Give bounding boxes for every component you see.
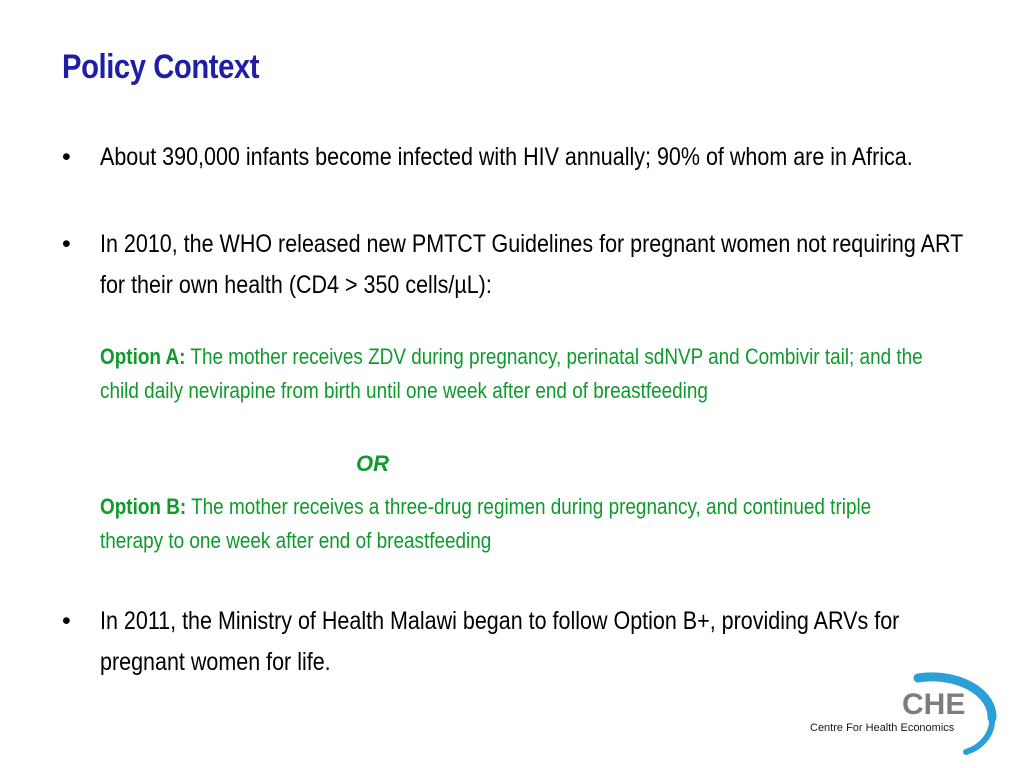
option-b-label: Option B: [100, 494, 187, 519]
che-logo [806, 658, 1006, 758]
option-a-paragraph [100, 340, 926, 408]
logo-name: Centre For Health Economics [810, 722, 955, 734]
option-a-text: The mother receives ZDV during pregnancy, perinatal sdNVP and Combivir tail; and the child daily nevirapine from birth until one week after end of breastfeeding [100, 344, 923, 403]
option-b-paragraph [100, 490, 926, 558]
option-a-label: Option A: [100, 344, 186, 369]
bullet-marker: • [62, 607, 71, 635]
bullet-text: In 2011, the Ministry of Health Malawi began to follow Option B+, providing ARVs for pregnant women for life. [100, 607, 900, 676]
bullet-marker: • [62, 143, 71, 171]
slide-title: Policy Context [62, 48, 260, 86]
option-b-text: The mother receives a three-drug regimen during pregnancy, and continued triple therapy to one week after end of breastfeeding [100, 494, 872, 553]
bullet-text: In 2010, the WHO released new PMTCT Guidelines for pregnant women not requiring ART for their own health (CD4 > 350 cells/µL): [100, 230, 963, 299]
logo-abbreviation: CHE [902, 688, 966, 721]
bullet-marker: • [62, 230, 71, 258]
bullet-text: About 390,000 infants become infected with HIV annually; 90% of whom are in Africa. [100, 143, 913, 171]
or-separator: OR [356, 451, 389, 476]
